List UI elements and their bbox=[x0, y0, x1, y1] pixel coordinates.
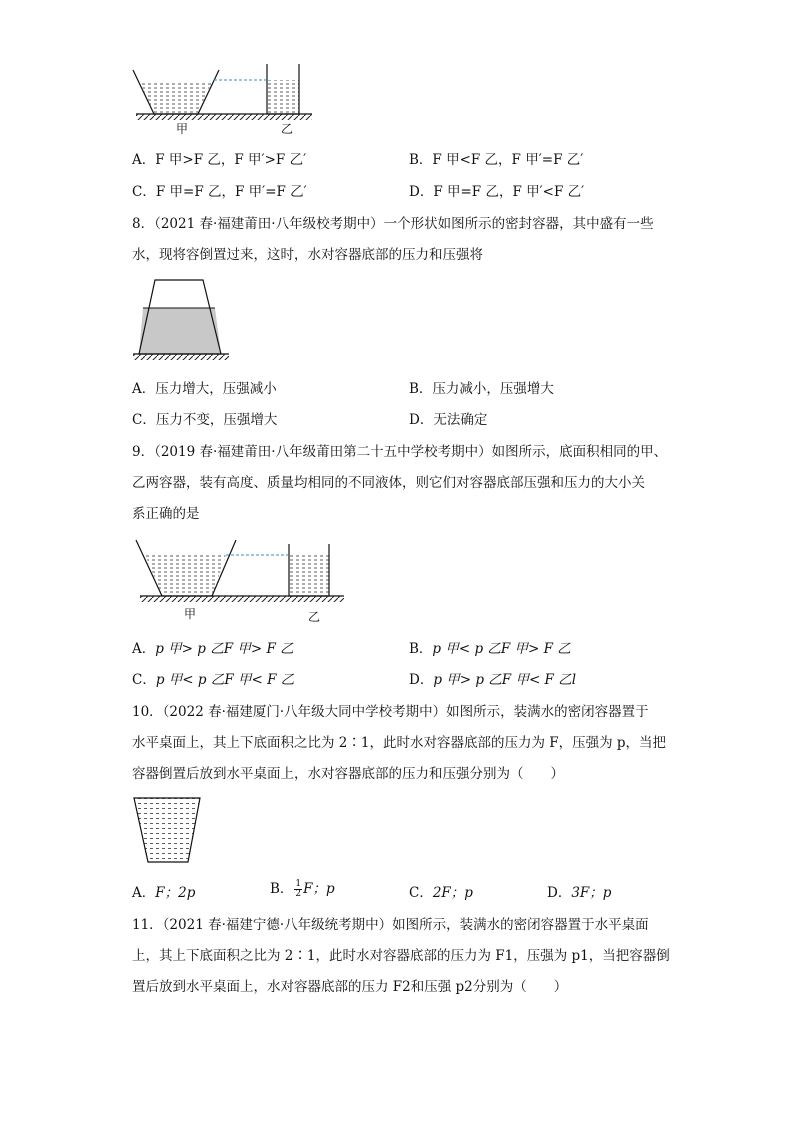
q10-stem-line3: 容器倒置后放到水平桌面上，水对容器底部的压力和压强分别为（ ） bbox=[132, 766, 564, 782]
option-text: F；2p bbox=[155, 885, 196, 901]
option-letter: C． bbox=[132, 412, 156, 428]
q9-stem-line3: 系正确的是 bbox=[132, 506, 200, 522]
option-letter: C． bbox=[409, 885, 433, 901]
option-text: F 甲=F 乙，F 甲′=F 乙′ bbox=[155, 184, 307, 200]
option-text: 压力减小，压强增大 bbox=[432, 381, 554, 397]
option-letter: C． bbox=[132, 184, 156, 200]
option-letter: A． bbox=[132, 641, 156, 657]
option-text: 压力不变，压强增大 bbox=[155, 412, 278, 428]
option-text: p 甲< p 乙F 甲> F 乙 bbox=[432, 641, 571, 657]
option-text: 压力增大，压强减小 bbox=[155, 381, 277, 397]
q8-stem-line1: 8．（2021 春·福建莆田·八年级校考期中）一个形状如图所示的密封容器，其中盛有一些 bbox=[132, 216, 654, 232]
option-letter: B． bbox=[409, 152, 433, 168]
option-text: 2F；p bbox=[432, 885, 473, 901]
q11-stem-line2: 上，其上下底面积之比为 2∶1，此时水对容器底部的压力为 F1，压强为 p1，当把容器倒 bbox=[132, 948, 670, 964]
option-text: 3F；p bbox=[571, 885, 612, 901]
option-letter: D． bbox=[409, 184, 434, 200]
q11-stem-line3: 置后放到水平桌面上，水对容器底部的压力 F2和压强 p2分别为（ ） bbox=[132, 979, 568, 995]
q9-option-a[interactable] bbox=[132, 640, 294, 658]
figure-q9-containers bbox=[134, 538, 349, 610]
option-text: F 甲=F 乙，F 甲′<F 乙′ bbox=[433, 184, 585, 200]
option-letter: C． bbox=[132, 672, 156, 688]
option-letter: D． bbox=[409, 412, 434, 428]
figure-q8-sealed-container bbox=[133, 278, 233, 368]
q9-option-b[interactable] bbox=[409, 640, 571, 658]
option-letter: B． bbox=[409, 381, 433, 397]
option-letter: D． bbox=[547, 885, 572, 901]
q10-stem-line1: 10．（2022 春·福建厦门·八年级大同中学校考期中）如图所示，装满水的密闭容器置于 bbox=[132, 704, 649, 720]
q11-stem-line1: 11．（2021 春·福建宁德·八年级统考期中）如图所示，装满水的密闭容器置于水平桌面 bbox=[132, 917, 649, 933]
q9-option-c[interactable] bbox=[132, 671, 294, 689]
fraction-one-half bbox=[294, 880, 302, 899]
q10-stem-line2: 水平桌面上，其上下底面积之比为 2∶1，此时水对容器底部的压力为 F，压强为 p，当把 bbox=[132, 735, 667, 751]
option-text: F；p bbox=[303, 881, 335, 897]
q9-stem-line2: 乙两容器，装有高度、质量均相同的不同液体，则它们对容器底部压强和压力的大小关 bbox=[132, 475, 645, 491]
q8-option-c[interactable] bbox=[132, 411, 277, 429]
q10-option-c[interactable] bbox=[409, 884, 473, 902]
q10-option-a[interactable] bbox=[132, 884, 195, 902]
q8-option-b[interactable] bbox=[409, 380, 554, 398]
figure-label-jia: 甲 bbox=[184, 607, 197, 621]
option-text: 无法确定 bbox=[433, 412, 488, 428]
q8-option-a[interactable] bbox=[132, 380, 277, 398]
figure-label-yi: 乙 bbox=[281, 122, 294, 136]
option-text: p 甲> p 乙F 甲> F 乙 bbox=[155, 641, 294, 657]
option-text: F 甲>F 乙，F 甲′>F 乙′ bbox=[155, 152, 307, 168]
option-letter: A． bbox=[132, 381, 156, 397]
q7-option-b[interactable] bbox=[409, 151, 583, 169]
q7-option-a[interactable] bbox=[132, 151, 306, 169]
fraction-numerator: 1 bbox=[295, 879, 302, 889]
option-letter: A． bbox=[132, 152, 156, 168]
option-letter: B． bbox=[409, 641, 433, 657]
q7-option-c[interactable] bbox=[132, 183, 307, 201]
option-text: p 甲> p 乙F 甲< F 乙l bbox=[433, 672, 577, 688]
option-letter: B． bbox=[270, 881, 294, 897]
fraction-denominator: 2 bbox=[295, 889, 302, 899]
q9-stem-line1: 9．（2019 春·福建莆田·八年级莆田第二十五中学校考期中）如图所示，底面积相同的甲、 bbox=[132, 444, 668, 460]
option-letter: A． bbox=[132, 885, 156, 901]
figure-label-yi: 乙 bbox=[308, 610, 321, 624]
figure-label-jia: 甲 bbox=[176, 122, 189, 136]
q10-option-d[interactable] bbox=[547, 884, 611, 902]
q8-stem-line2: 水，现将容倒置过来，这时，水对容器底部的压力和压强将 bbox=[132, 247, 483, 263]
q9-option-d[interactable] bbox=[409, 671, 576, 689]
q7-option-d[interactable] bbox=[409, 183, 584, 201]
option-text: p 甲< p 乙F 甲< F 乙 bbox=[155, 672, 295, 688]
figure-q10-full-container bbox=[132, 796, 204, 866]
option-letter: D． bbox=[409, 672, 434, 688]
q10-option-b[interactable] bbox=[270, 880, 335, 899]
option-text: F 甲<F 乙，F 甲′=F 乙′ bbox=[432, 152, 584, 168]
q8-option-d[interactable] bbox=[409, 411, 487, 429]
